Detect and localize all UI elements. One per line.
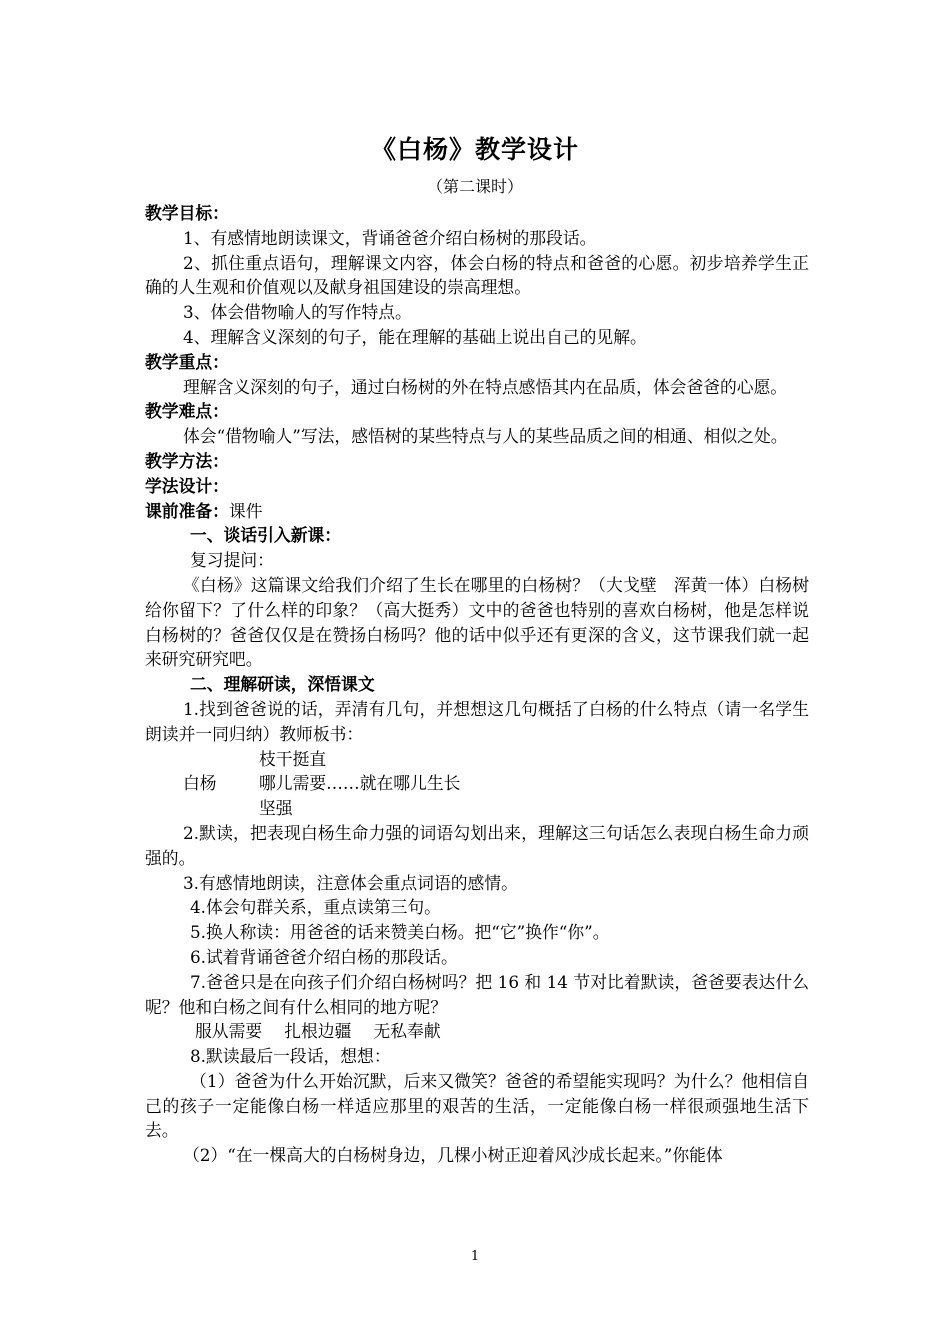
board-label: 白杨: [183, 773, 217, 794]
document-body: [145, 201, 809, 1168]
step-7: 7.爸爸只是在向孩子们介绍白杨树吗？把 16 和 14 节对比着默读，爸爸要表达什么呢？他和白杨之间有什么相同的地方呢？: [145, 971, 809, 1017]
step-2: 2.默读，把表现白杨生命力强的词语勾划出来，理解这三句话怎么表现白杨生命力顽强的。: [145, 822, 809, 868]
board-strong: 坚强: [259, 798, 293, 819]
board-line-1: [145, 747, 809, 772]
step-6: 6.试着背诵爸爸介绍白杨的那段话。: [190, 946, 458, 967]
page-number: 1: [470, 1249, 480, 1264]
prep-value: 课件: [228, 500, 263, 521]
objective-2: 2、抓住重点语句，理解课文内容，体会白杨的特点和爸爸的心愿。初步培养学生正确的人生观和价值观以及献身祖国建设的崇高理想。: [145, 252, 809, 298]
objective-4: 4、理解含义深刻的句子，能在理解的基础上说出自己的见解。: [183, 326, 647, 347]
board-trunk: 枝干挺直: [259, 748, 327, 769]
objective-3: 3、体会借物喻人的写作特点。: [183, 302, 412, 323]
objectives-heading: 教学目标：: [145, 203, 229, 223]
prep-line: [145, 499, 809, 524]
objective-1: 1、有感情地朗读课文，背诵爸爸介绍白杨树的那段话。: [183, 227, 597, 248]
difficulty-text: 体会“借物喻人”写法，感悟树的某些特点与人的某些品质之间的相通、相似之处。: [183, 426, 788, 447]
method-heading: 教学方法：: [145, 450, 229, 471]
difficulty-heading: 教学难点：: [145, 401, 229, 422]
board-line-3: [145, 796, 809, 821]
section1-heading: 一、谈话引入新课：: [190, 525, 342, 546]
step-8-question-2: （2）“在一棵高大的白杨树身边，几棵小树正迎着风沙成长起来。”你能体: [183, 1145, 723, 1166]
step-3: 3.有感情地朗读，注意体会重点词语的感情。: [183, 872, 518, 893]
step-1: 1.找到爸爸说的话，弄清有几句，并想想这几句概括了白杨的什么特点（请一名学生朗读并一同归纳）教师板书：: [145, 698, 809, 744]
step-4: 4.体会句群关系，重点读第三句。: [190, 897, 441, 918]
document-title: 《白杨》教学设计: [370, 135, 579, 164]
keypoint-heading: 教学重点：: [145, 351, 229, 372]
review-label: 复习提问：: [190, 550, 274, 571]
step-8: 8.默读最后一段话，想想：: [190, 1046, 391, 1067]
prep-heading: 课前准备：: [145, 500, 229, 521]
study-heading: 学法设计：: [145, 475, 229, 496]
step-5: 5.换人称读：用爸爸的话来赞美白杨。把“它”换作“你”。: [190, 922, 610, 943]
board-grow: 哪儿需要……就在哪儿生长: [259, 773, 461, 794]
step-8-question-1: （1）爸爸为什么开始沉默，后来又微笑？爸爸的希望能实现吗？为什么？他相信自己的孩子一定能像白杨一样适应那里的艰苦的生活，一定能像白杨一样很顽强地生活下去。: [145, 1070, 809, 1141]
board-line-2: [145, 771, 809, 796]
document-subtitle: （第二课时）: [426, 177, 523, 196]
keypoint-text: 理解含义深刻的句子，通过白杨树的外在特点感悟其内在品质，体会爸爸的心愿。: [183, 376, 788, 397]
section2-heading: 二、理解研读，深悟课文: [190, 674, 375, 695]
intro-text: 《白杨》这篇课文给我们介绍了生长在哪里的白杨树？（大戈壁 浑黄一体）白杨树给你留下？了什么样的印象？（高大挺秀）文中的爸爸也特别的喜欢白杨树，他是怎样说白杨树的？爸爸仅仅是在赞扬白杨吗？他的话中似乎还有更深的含义，这节课我们就一起来研究研究吧。: [145, 574, 809, 670]
step-7-keywords: 服从需要 扎根边疆 无私奉献: [195, 1021, 441, 1042]
